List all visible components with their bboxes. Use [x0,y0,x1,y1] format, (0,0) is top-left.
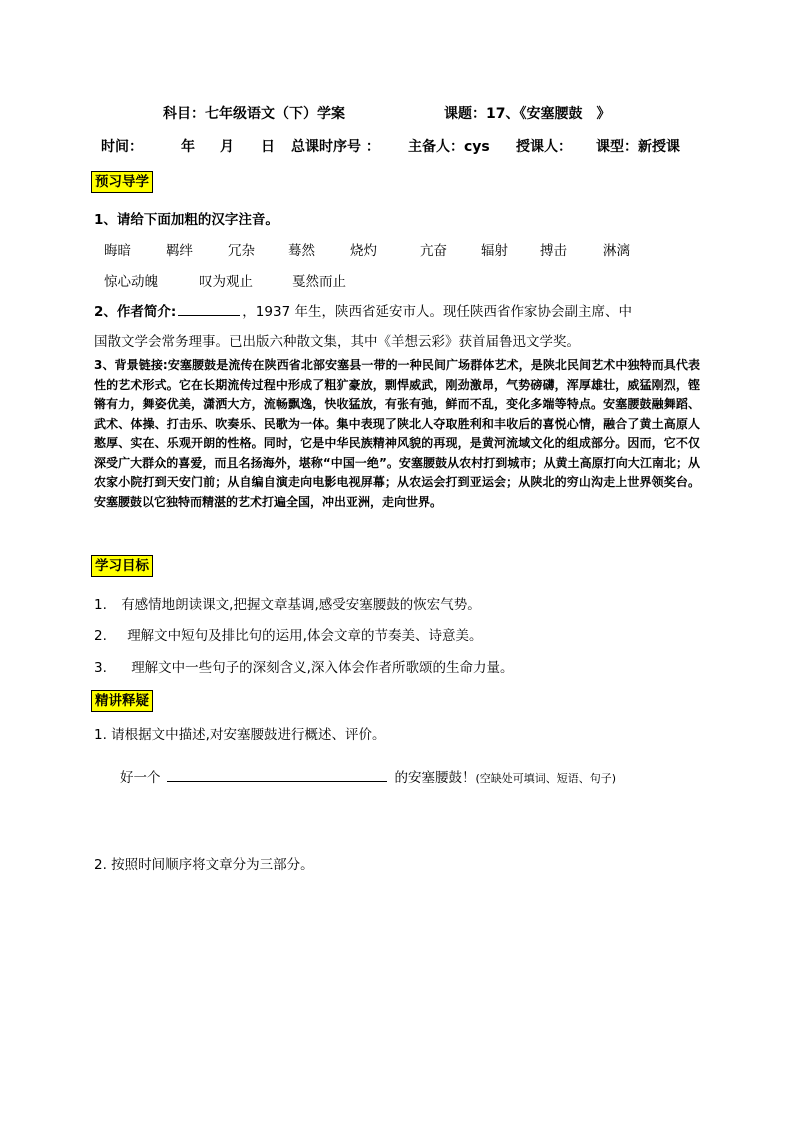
day-label: 日 [261,139,275,155]
goal-text: 有感情地朗读课文,把握文章基调,感受安塞腰鼓的恢宏气势。 [121,597,481,613]
preparer-label: 主备人：cys [408,139,490,155]
explain-question-2: 2. 按照时间顺序将文章分为三部分。 [94,857,314,873]
fill-prefix: 好一个 [120,770,161,786]
word-item: 冗杂 [228,243,255,259]
word-item: 搏击 [540,243,567,259]
word-item: 戛然而止 [292,274,346,290]
goal-number: 1. [94,597,107,613]
explain-question-1: 1. 请根据文中描述,对安塞腰鼓进行概述、评价。 [94,727,386,743]
lesson-type-label: 课型：新授课 [596,139,680,155]
background-label: 3、背景链接: [94,358,168,372]
word-item: 淋漓 [603,243,630,259]
teacher-label: 授课人： [516,139,572,155]
total-period-label: 总课时序号 ： [291,139,380,155]
goal-number: 3. [94,660,107,676]
goal-item [94,593,481,613]
word-item: 羁绊 [166,243,193,259]
fill-in-sentence [120,766,616,786]
word-item: 烧灼 [350,243,377,259]
author-intro-cont: 国散文学会常务理事。已出版六种散文集，其中《羊想云彩》获首届鲁迅文学奖。 [94,334,580,350]
section-explain-title: 精讲释疑 [91,690,153,712]
lesson-topic: 课题：17、《安塞腰鼓 》 [444,106,611,122]
author-intro-text: ，1937 年生，陕西省延安市人。现任陕西省作家协会副主席、中 [242,304,632,320]
author-name-blank[interactable] [178,315,240,316]
fill-suffix: 的安塞腰鼓！ [394,770,476,786]
goal-item [94,624,482,644]
month-label: 月 [220,139,234,155]
background-info [94,356,700,512]
goal-item [94,656,513,676]
section-goals-title: 学习目标 [91,555,153,577]
word-item: 叹为观止 [199,274,253,290]
word-item: 蓦然 [288,243,315,259]
author-intro [94,300,700,320]
goal-number: 2. [94,628,107,644]
year-label: 年 [181,139,195,155]
fill-in-blank[interactable] [167,781,387,782]
goal-text: 理解文中短句及排比句的运用,体会文章的节奏美、诗意美。 [127,628,483,644]
background-text: 安塞腰鼓是流传在陕西省北部安塞县一带的一种民间广场群体艺术，是陕北民间艺术中独特而具代表性的艺术形式。它在长期流传过程中形成了粗犷豪放，剽悍威武，刚劲激昂，气势磅礴，浑厚雄壮，威猛刚烈，铿锵有力，舞姿优美，潇洒大方，流畅飘逸，快收猛放，有张有弛，鲜而不乱，变化多端等特点。安塞腰鼓融舞蹈、武术、体操、打击乐、吹奏乐、民歌为一体。集中表现了陕北人夺取胜利和丰收后的喜悦心情，融合了黄土高原人憨厚、实在、乐观开朗的性格。同时，它是中华民族精神风貌的再现，是黄河流域文化的组成部分。因而，它不仅深受广大群众的喜爱，而且名扬海外，堪称“中国一绝”。安塞腰鼓从农村打到城市；从黄土高原打向大江南北；从农家小院打到天安门前；从自编自演走向电影电视屏幕；从农运会打到亚运会；从陕北的穷山沟走上世界领奖台。安塞腰鼓以它独特而精湛的艺术打遍全国，冲出亚洲，走向世界。 [94,358,700,509]
word-item: 惊心动魄 [104,274,158,290]
author-intro-label: 2、作者简介: [94,304,177,320]
goal-text: 理解文中一些句子的深刻含义,深入体会作者所歌颂的生命力量。 [131,660,514,676]
subject-title: 科目：七年级语文（下）学案 [163,106,345,122]
time-label: 时间： [101,139,143,155]
fill-note: (空缺处可填词、短语、句子) [475,772,617,785]
word-item: 辐射 [481,243,508,259]
word-item: 亢奋 [420,243,447,259]
section-preview-title: 预习导学 [91,171,153,193]
word-item: 晦暗 [104,243,131,259]
question-1: 1、请给下面加粗的汉字注音。 [94,212,279,228]
